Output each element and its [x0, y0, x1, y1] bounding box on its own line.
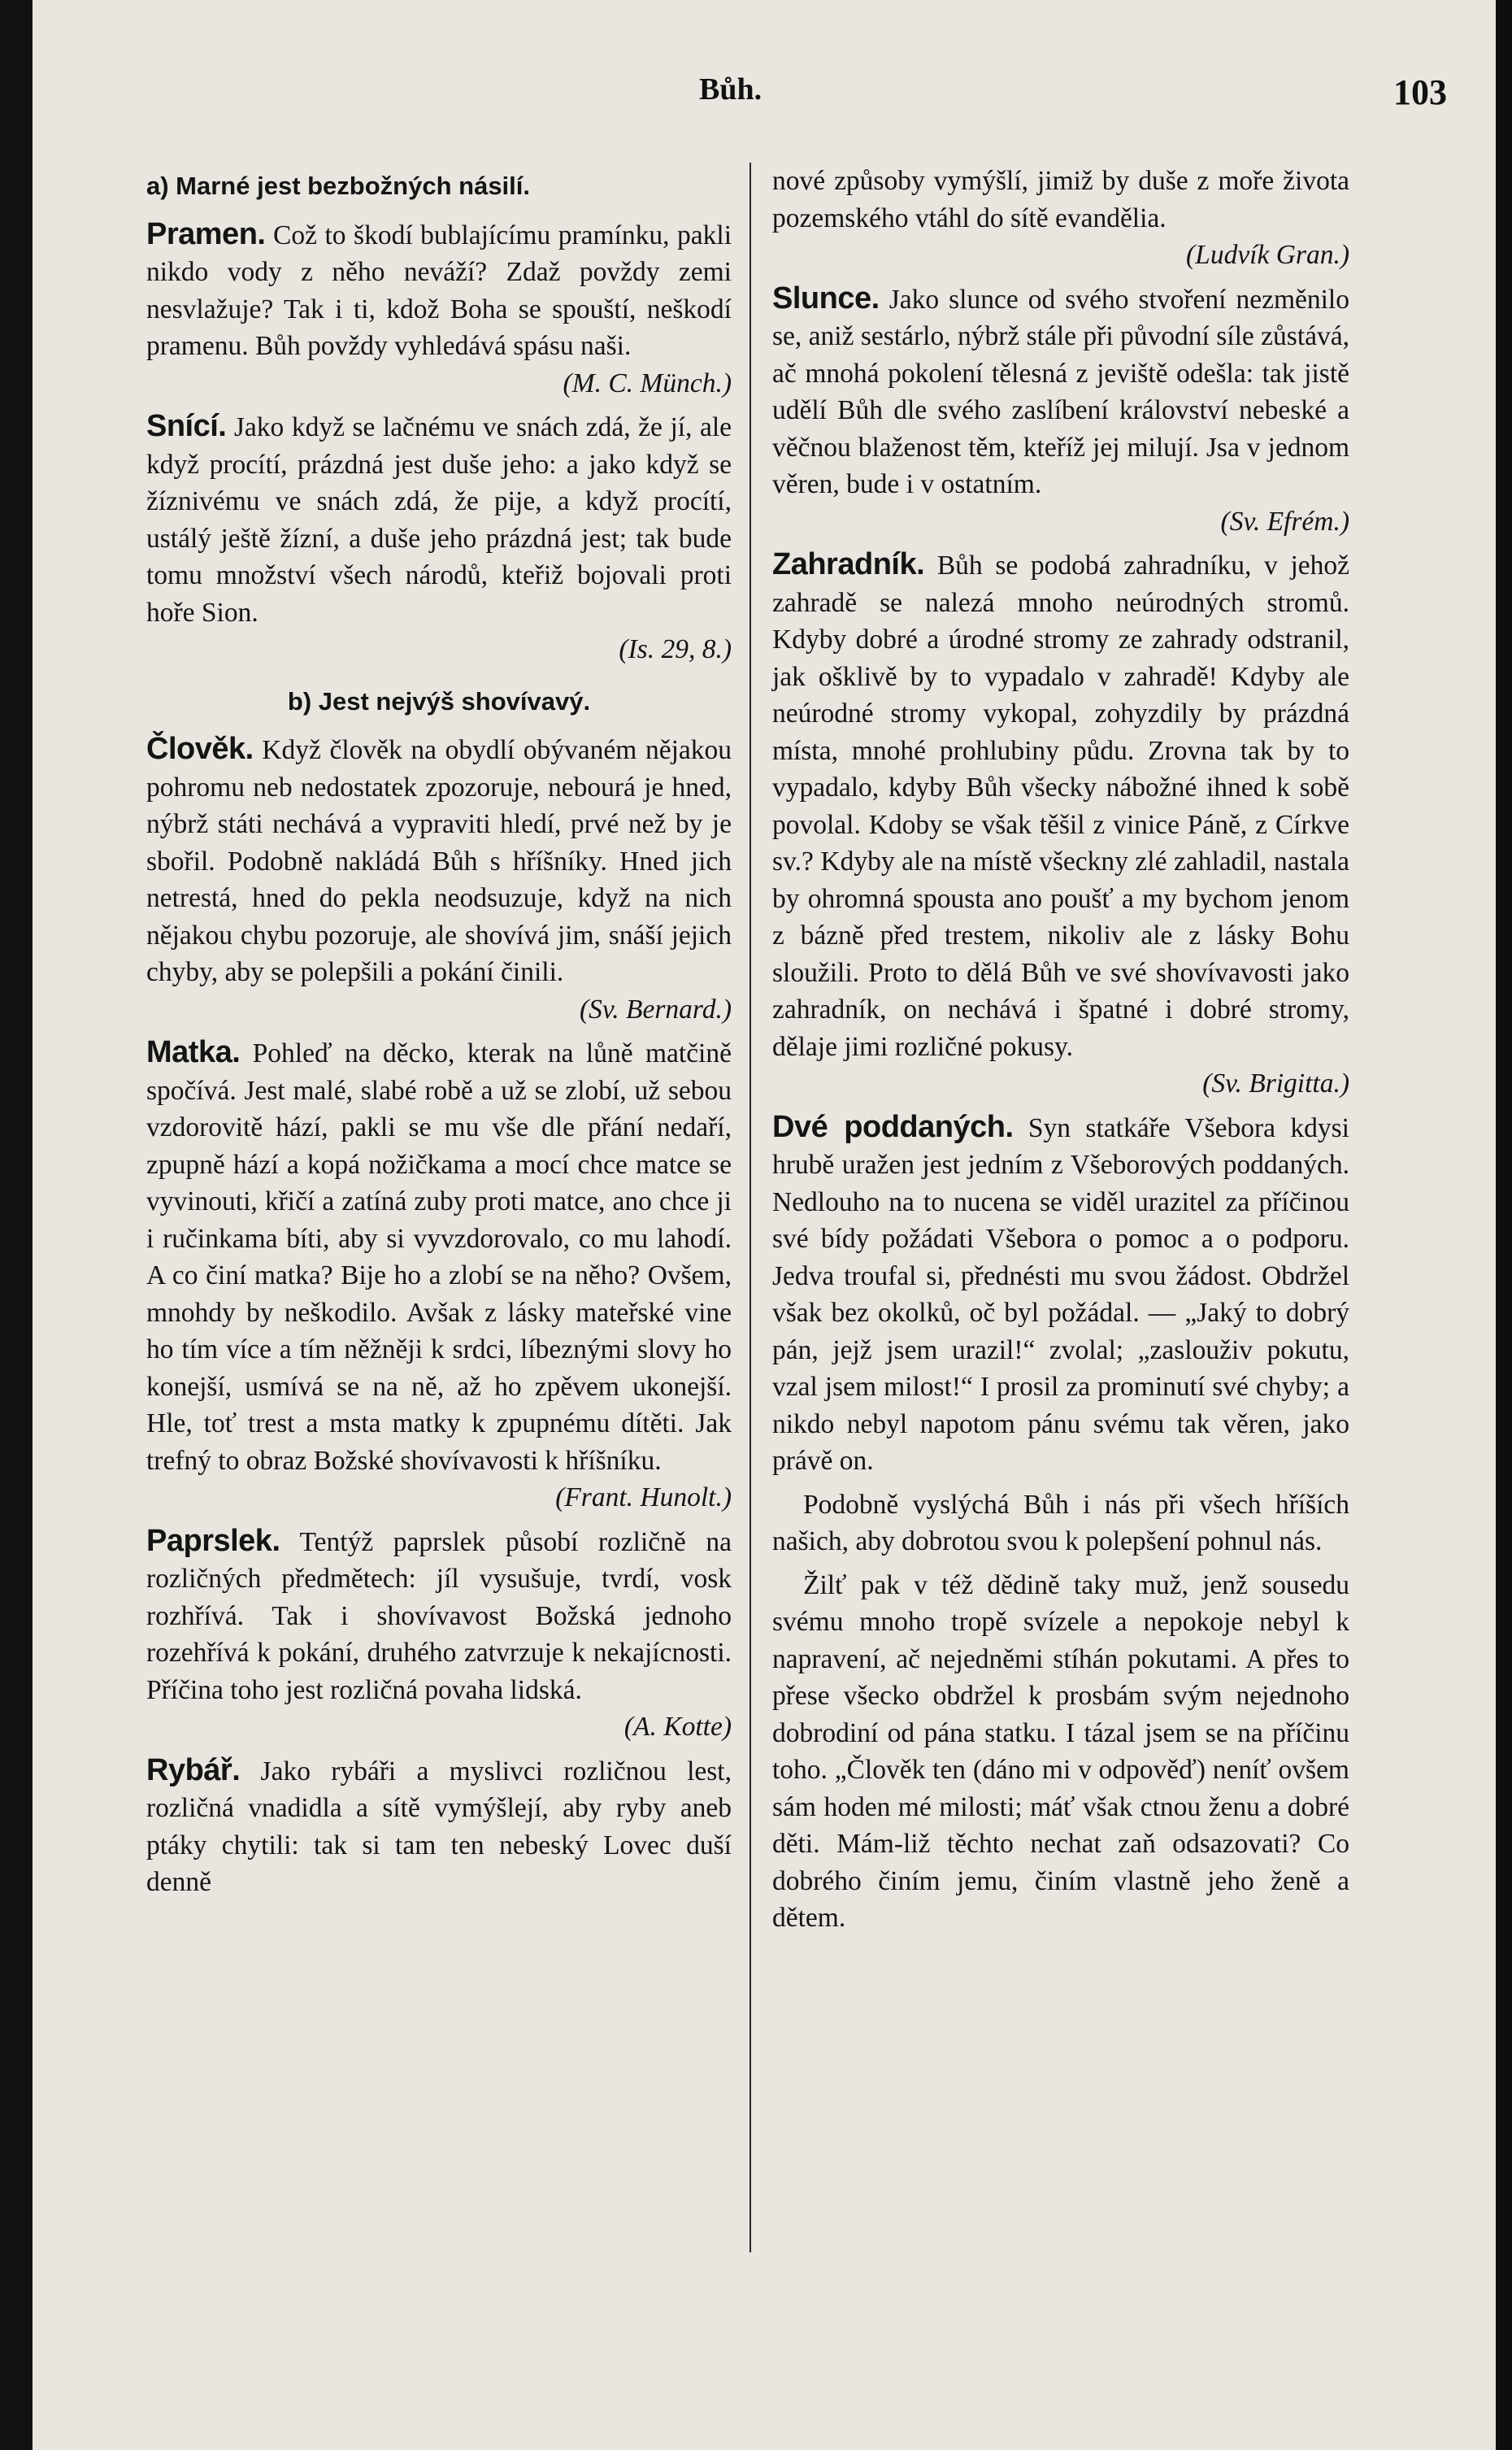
entry-text: Tentýž paprslek působí rozličně na rozličných předmětech: jíl vysušuje, tvrdí, vosk rozhřívá. Tak i shovívavost Božská jednoho rozehřívá k pokání, druhého zatvrzuje k nekajícnosti. Příčina toho jest rozličná povaha lidská.: [146, 1526, 732, 1705]
continuation-citation: (Ludvík Gran.): [1186, 240, 1349, 270]
entry-keyword: Paprslek.: [146, 1523, 280, 1558]
section-heading-b: b) Jest nejvýš shovívavý.: [287, 686, 591, 716]
page-number: 103: [1393, 72, 1447, 112]
entry-citation: (A. Kotte): [623, 1712, 732, 1742]
entry-matka: [146, 1034, 732, 1517]
column-divider: [749, 163, 751, 2252]
entry-text: Bůh se podobá zahradníku, v jehož zahradě se nalezá mnoho neúrodných stromů. Kdyby dobré a úrodné stromy ze zahrady odstranil, jak ošklivě by to vypadalo v zahradě! Kdyby ale neúrodné stromy vykopal, zohyzdily by prázdná místa, mnohé prohlubiny půdu. Zrovna tak by to vypadalo, kdyby Bůh všecky nábožné ihned k sobě povolal. Kdoby se však těšil z vinice Páně, z Církve sv.? Kdyby ale na místě všeckny zlé zahladil, nastala by ohromná spousta ano poušť a my bychom jenom z bázně před trestem, nikoliv ale z lásky Bohu sloužili. Proto to dělá Bůh ve své shovívavosti jako zahradník, on nechává i špatné i dobré stromy, dělaje jimi rozličné pokusy.: [772, 550, 1349, 1062]
entry-citation: (Sv. Efrém.): [1220, 506, 1349, 537]
page-title: Bůh.: [699, 72, 763, 107]
entry-slunce: [772, 281, 1349, 541]
entry-citation: (Sv. Brigitta.): [1202, 1068, 1349, 1099]
entry-text: Jako rybáři a myslivci rozličnou lest, rozličná vnadidla a sítě vymýšlejí, aby ryby aneb ptáky chytili: tak si tam ten nebeský Lovec duší denně: [146, 1756, 732, 1897]
entry-citation: (Frant. Hunolt.): [555, 1482, 732, 1512]
paragraph: Žilť pak v též dědině taky muž, jenž sousedu svému mnoho tropě svízele a nepokoje nebyl k napravení, ač nejedněmi stíhán pokutami. A přes to přese všecko obdržel k prosbám svým nejednoho dobrodiní od pána statku. I tázal jsem se na příčinu toho. „Člověk ten (dáno mi v odpověď) neníť ovšem sám hoden mé milosti; máť však ctnou ženu a dobré děti. Mám-liž těchto nechat zaň odsazovati? Co dobrého činím jemu, činím vlastně jeho ženě a dětem.: [772, 1569, 1349, 1933]
entry-text: Což to škodí bublajícímu pramínku, pakli nikdo vody z něho neváží? Zdaž povždy zemi nesvlažuje? Tak i ti, kdož Boha se spouští, neškodí pramenu. Bůh povždy vyhledává spásu naši.: [146, 220, 732, 361]
right-column: [772, 163, 1349, 1937]
entry-text: Syn statkáře Všebora kdysi hrubě uražen jest jedním z Všeborových poddaných. Nedlouho na to nucena se viděl urazitel za příčinou své bídy požádati Všebora o pomoc a o podporu. Jedva troufal si, přednésti mu svou žádost. Obdržel však bez okolků, oč byl požádal. — „Jaký to dobrý pán, jejž jsem urazil!“ zvolal; „zaslouživ pokutu, vzal jsem milost!“ I prosil za prominutí své chyby; a nikdo nebyl napotom pánu svému tak věren, jako právě on.: [772, 1112, 1349, 1476]
entry-keyword: Zahradník.: [772, 547, 925, 581]
entry-keyword: Slunce.: [772, 281, 880, 315]
entry-paprslek: [146, 1523, 732, 1746]
paragraph: Podobně vyslýchá Bůh i nás při všech hříších našich, aby dobrotou svou k polepšení pohnul nás.: [772, 1489, 1349, 1556]
entry-clovek: [146, 731, 732, 1028]
entry-keyword: Snící.: [146, 409, 227, 443]
entry-keyword: Pramen.: [146, 216, 266, 251]
entry-keyword: Dvé poddaných.: [772, 1109, 1014, 1144]
continuation-text: nové způsoby vymýšlí, jimiž by duše z moře života pozemského vtáhl do sítě evandělia.: [772, 166, 1349, 233]
entry-rybar: [146, 1752, 732, 1901]
entry-keyword: Matka.: [146, 1035, 241, 1069]
entry-citation: (M. C. Münch.): [563, 368, 732, 398]
scan-edge: [0, 0, 33, 2450]
entry-pramen: [146, 216, 732, 403]
entry-snici: [146, 408, 732, 668]
running-head: [33, 72, 1496, 120]
entry-citation: (Is. 29, 8.): [619, 634, 732, 664]
entry-keyword: Rybář.: [146, 1752, 241, 1787]
entry-text: Jako když se lačnému ve snách zdá, že jí, ale když procítí, prázdná jest duše jeho: a jako když se žíznivému ve snách zdá, že pije, a když procítí, ustálý ještě žízní, a duše jeho prázdná jest; tak bude tomu množství všech národů, kteřiž bojovali proti hoře Sion.: [146, 412, 732, 628]
left-column: [146, 163, 732, 1901]
entry-keyword: Člověk.: [146, 732, 254, 766]
continuation-paragraph: [772, 163, 1349, 274]
entry-dve-poddanych: [772, 1109, 1349, 1480]
book-page: [33, 0, 1496, 2450]
section-heading-a: a) Marné jest bezbožných násilí.: [146, 172, 531, 200]
entry-text: Když člověk na obydlí obývaném nějakou pohromu neb nedostatek zpozoruje, nebourá je hned, nýbrž státi nechává a vypraviti hledí, prvé než by je sbořil. Podobně nakládá Bůh s hříšníky. Hned jich netrestá, hned do pekla neodsuzuje, když na nich nějakou chybu pozoruje, ale shovívá jim, snáší jejich chyby, aby se polepšili a pokání činili.: [146, 735, 732, 987]
entry-text: Jako slunce od svého stvoření nezměnilo se, aniž sestárlo, nýbrž stále při původní síle zůstává, ač mnohá pokolení tělesná z jeviště odešla: tak jistě udělí Bůh dle svého zaslíbení království nebeské a věčnou blaženost těm, kteříž jej milují. Jsa v jednom věren, bude i v ostatním.: [772, 284, 1349, 499]
entry-text: Pohleď na děcko, kterak na lůně matčině spočívá. Jest malé, slabé robě a už se zlobí, už sebou vzdorovitě hází, pakli se mu vše dle přání nedaří, zpupně hází a kopá nožičkama a mocí chce matce se vyvinouti, křičí a zatíná zuby proti matce, ano chce ji i ručinkama bíti, aby si vyvzdorovalo, co mu lahodí. A co činí matka? Bije ho a zlobí se na něho? Ovšem, mnohdy by neškodilo. Avšak z lásky mateřské vine ho tím více a tím něžněji k srdci, líbeznými slovy ho konejší, usmívá se na ně, až ho zpěvem ukonejší. Hle, toť trest a msta matky k zpupnému dítěti. Jak trefný to obraz Božské shovívavosti k hříšníku.: [146, 1038, 732, 1476]
entry-citation: (Sv. Bernard.): [580, 994, 732, 1025]
entry-zahradnik: [772, 546, 1349, 1103]
